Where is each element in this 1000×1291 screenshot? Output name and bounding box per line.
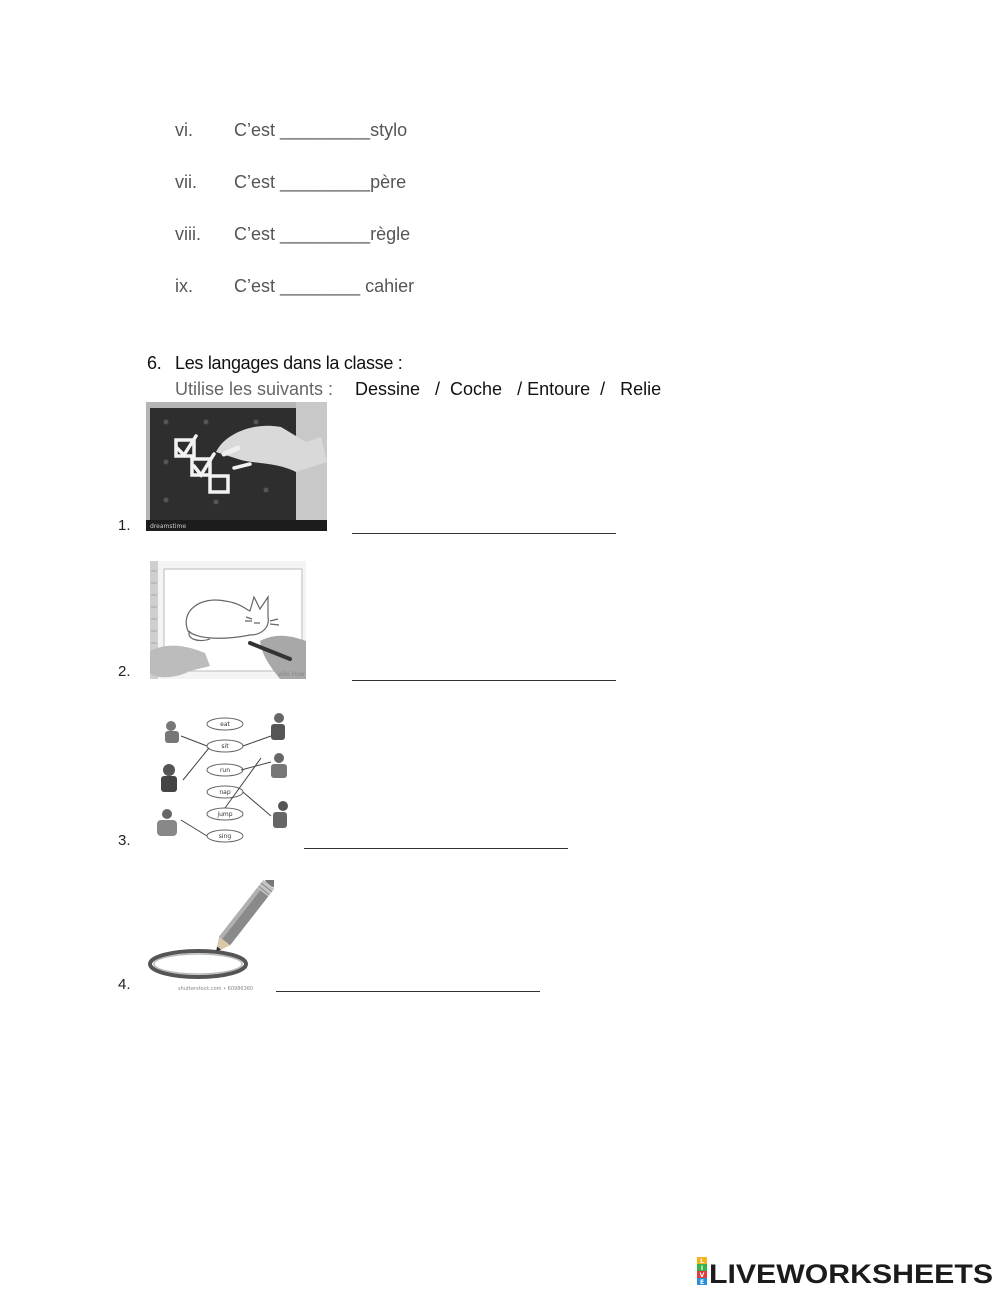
item-number: vii. [175, 172, 197, 192]
match-word: jump [217, 811, 233, 818]
match-word: nap [219, 789, 231, 796]
item-sentence: C’est ________ cahier [234, 276, 415, 296]
pencil-circle-image [146, 880, 274, 994]
svg-text:L: L [700, 1258, 704, 1265]
item-sentence: C’est _________règle [234, 224, 411, 244]
svg-text:I: I [700, 1265, 704, 1272]
checkbox-chalkboard-image [146, 402, 327, 531]
stock-caption: wiki How [278, 671, 305, 678]
section-instruction: Utilise les suivants : [175, 379, 334, 399]
exercise-number: 3. [118, 832, 131, 849]
section-number: 6. [147, 353, 162, 373]
fill-item [175, 276, 575, 300]
match-word: sit [221, 743, 229, 750]
svg-text:V: V [699, 1272, 705, 1279]
match-word: eat [220, 721, 230, 728]
brand-name: LIVEWORKSHEETS [709, 1259, 993, 1286]
item-number: viii. [175, 224, 201, 244]
option-words: Dessine / Coche / Entoure / Relie [355, 379, 662, 399]
stock-caption: shutterstock.com • 60986360 [178, 986, 254, 992]
answer-line[interactable] [352, 680, 616, 681]
item-sentence: C’est _________stylo [234, 120, 408, 140]
exercise-number: 2. [118, 663, 131, 680]
fill-item [175, 120, 575, 144]
match-word: sing [218, 833, 232, 840]
fill-item [175, 224, 575, 248]
exercise-number: 1. [118, 517, 131, 534]
answer-line[interactable] [352, 533, 616, 534]
matching-exercise-image [153, 710, 301, 846]
drawing-cat-image [150, 561, 306, 679]
stock-caption: dreamstime [150, 523, 187, 530]
match-word: run [219, 767, 231, 774]
section-title: Les langages dans la classe : [175, 353, 403, 373]
answer-line[interactable] [304, 848, 568, 849]
svg-text:E: E [699, 1279, 705, 1286]
answer-line[interactable] [276, 991, 540, 992]
liveworksheets-logo [697, 1256, 995, 1286]
exercise-number: 4. [118, 976, 131, 993]
item-number: vi. [175, 120, 193, 140]
item-sentence: C’est _________père [234, 172, 407, 192]
item-number: ix. [175, 276, 193, 296]
fill-item [175, 172, 575, 196]
